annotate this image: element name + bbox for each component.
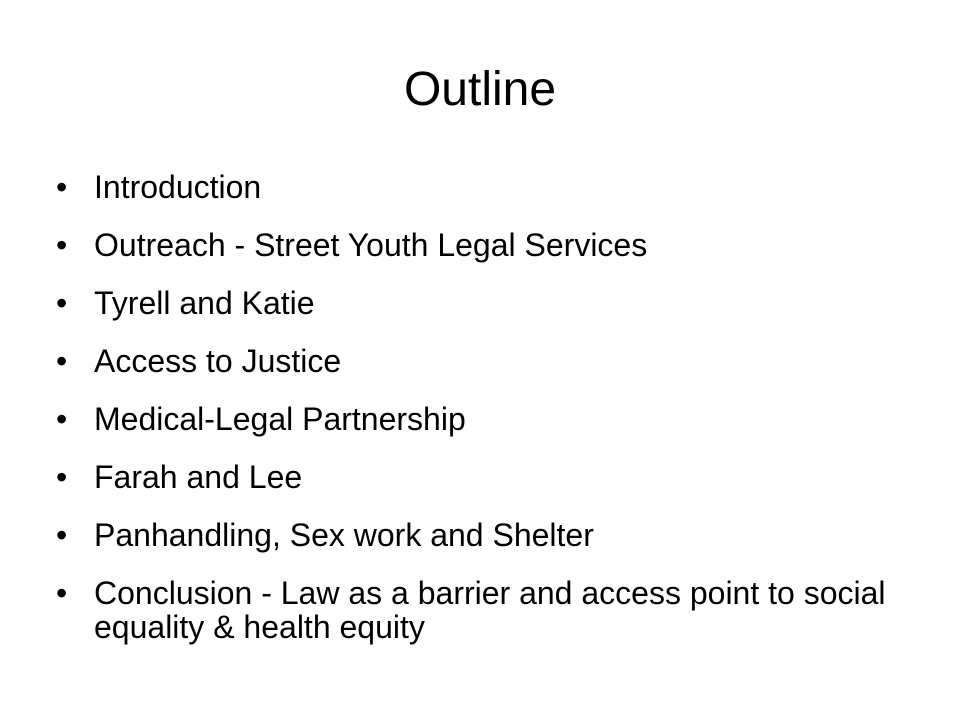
list-item xyxy=(56,402,916,436)
bullet-icon: • xyxy=(56,227,68,263)
list-item-text: Medical-Legal Partnership xyxy=(94,401,466,437)
outline-list xyxy=(56,170,916,668)
list-item-text: Tyrell and Katie xyxy=(94,285,315,321)
slide-title: Outline xyxy=(403,63,557,116)
list-item xyxy=(56,170,916,204)
list-item-text: Introduction xyxy=(94,169,262,205)
list-item xyxy=(56,460,916,494)
list-item xyxy=(56,344,916,378)
list-item xyxy=(56,576,916,644)
list-item-text: Access to Justice xyxy=(94,343,342,379)
list-item-text: Conclusion - Law as a barrier and access point to social equality & health equity xyxy=(94,575,886,645)
list-item xyxy=(56,228,916,262)
list-item-text: Outreach - Street Youth Legal Services xyxy=(94,227,648,263)
bullet-icon: • xyxy=(56,401,68,437)
list-item xyxy=(56,518,916,552)
bullet-icon: • xyxy=(56,459,68,495)
list-item xyxy=(56,286,916,320)
bullet-icon: • xyxy=(56,343,68,379)
bullet-icon: • xyxy=(56,169,68,205)
bullet-icon: • xyxy=(56,575,68,611)
bullet-icon: • xyxy=(56,285,68,321)
list-item-text: Farah and Lee xyxy=(94,459,303,495)
bullet-icon: • xyxy=(56,517,68,553)
list-item-text: Panhandling, Sex work and Shelter xyxy=(94,517,594,553)
